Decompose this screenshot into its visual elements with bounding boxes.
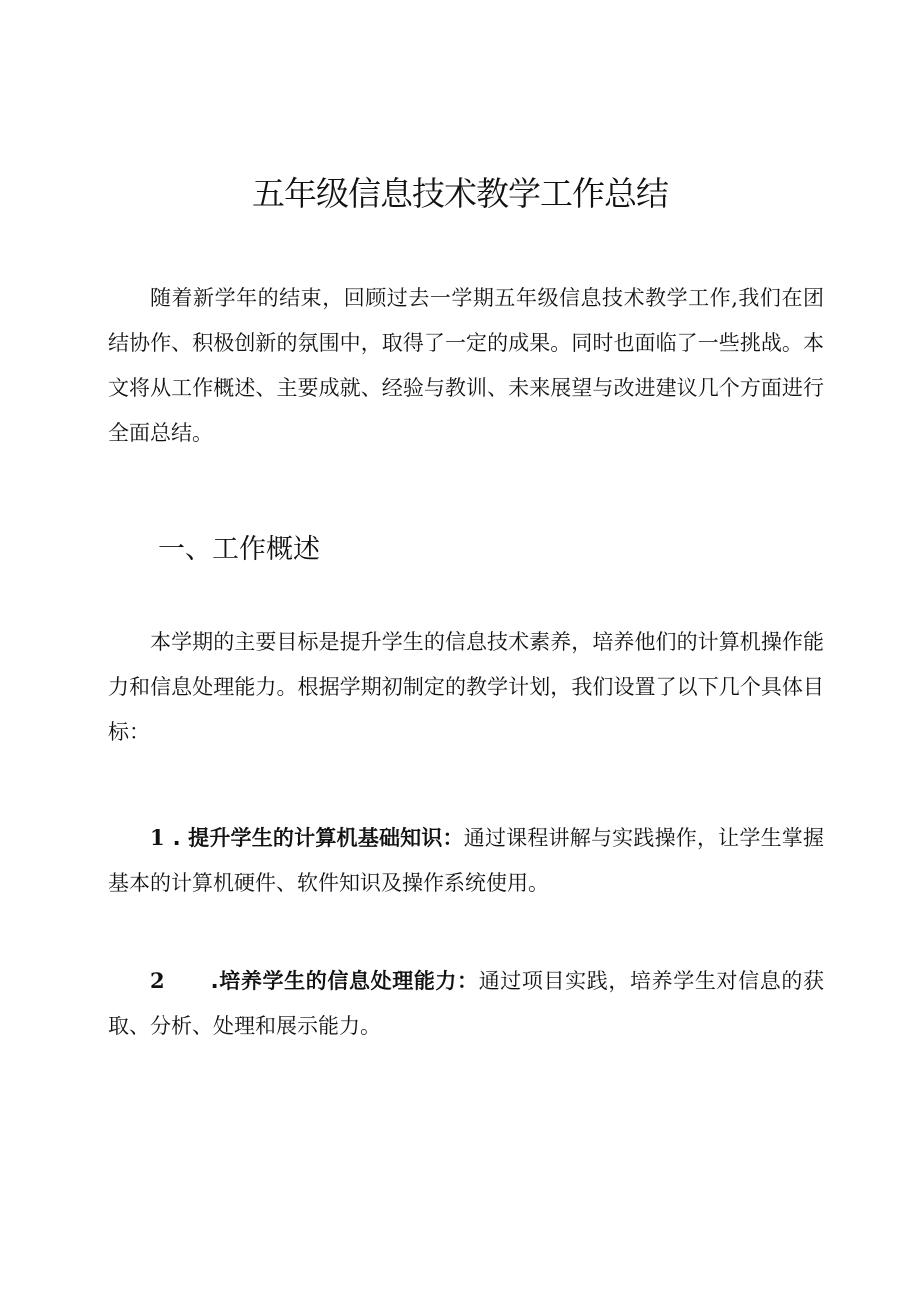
list-item — [108, 815, 824, 906]
item-text: 通过项目实践，培养学生对信息的获取、分析、处理和展示能力。 — [108, 969, 825, 1038]
list-item — [108, 958, 824, 1049]
item-label: .培养学生的信息处理能力： — [210, 969, 479, 993]
item-number: 2 — [150, 968, 165, 993]
intro-paragraph: 随着新学年的结束，回顾过去一学期五年级信息技术教学工作,我们在团结协作、积极创新的氛围中，取得了一定的成果。同时也面临了一些挑战。本文将从工作概述、主要成就、经验与教训、未来展望与改进建议几个方面进行全面总结。 — [108, 286, 824, 445]
document-title: 五年级信息技术教学工作总结 — [252, 174, 668, 213]
item-label: . 提升学生的计算机基础知识： — [172, 826, 464, 850]
section-heading-overview: 一、工作概述 — [158, 534, 320, 565]
item-text: 通过课程讲解与实践操作，让学生掌握基本的计算机硬件、软件知识及操作系统使用。 — [108, 826, 824, 895]
overview-paragraph: 本学期的主要目标是提升学生的信息技术素养，培养他们的计算机操作能力和信息处理能力。根据学期初制定的教学计划，我们设置了以下几个具体目标： — [108, 630, 824, 744]
item-number: 1 — [150, 825, 165, 850]
